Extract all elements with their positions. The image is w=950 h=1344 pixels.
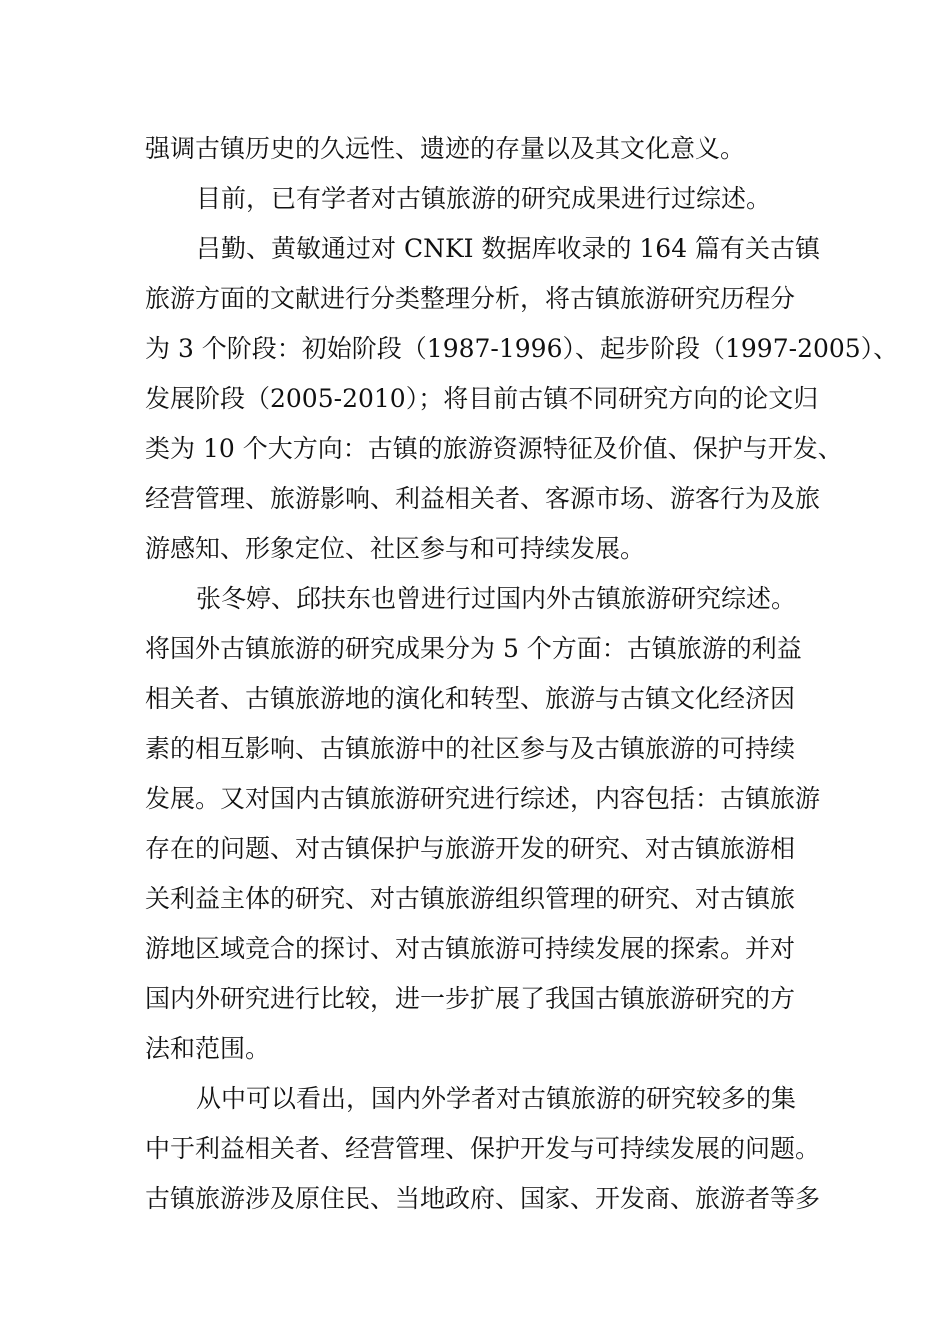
- text-line: 强调古镇历史的久远性、遗迹的存量以及其文化意义。: [145, 134, 746, 163]
- text-line: 游地区域竞合的探讨、对古镇旅游可持续发展的探索。并对: [145, 934, 796, 963]
- text-line: 从中可以看出，国内外学者对古镇旅游的研究较多的集: [196, 1084, 797, 1113]
- text-line: 发展阶段（2005-2010）；将目前古镇不同研究方向的论文归: [145, 384, 819, 413]
- text-line: 游感知、形象定位、社区参与和可持续发展。: [145, 534, 646, 563]
- text-line: 相关者、古镇旅游地的演化和转型、旅游与古镇文化经济因: [145, 684, 796, 713]
- text-line: 类为 10 个大方向：古镇的旅游资源特征及价值、保护与开发、: [145, 434, 843, 463]
- text-line: 将国外古镇旅游的研究成果分为 5 个方面：古镇旅游的利益: [145, 634, 802, 663]
- text-line: 存在的问题、对古镇保护与旅游开发的研究、对古镇旅游相: [145, 834, 796, 863]
- text-line: 素的相互影响、古镇旅游中的社区参与及古镇旅游的可持续: [145, 734, 796, 763]
- text-line: 国内外研究进行比较，进一步扩展了我国古镇旅游研究的方: [145, 984, 796, 1013]
- text-line: 中于利益相关者、经营管理、保护开发与可持续发展的问题。: [145, 1134, 821, 1163]
- text-line: 发展。又对国内古镇旅游研究进行综述，内容包括：古镇旅游: [145, 784, 821, 813]
- text-line: 旅游方面的文献进行分类整理分析，将古镇旅游研究历程分: [145, 284, 796, 313]
- text-line: 吕勤、黄敏通过对 CNKI 数据库收录的 164 篇有关古镇: [196, 234, 821, 263]
- text-line: 古镇旅游涉及原住民、当地政府、国家、开发商、旅游者等多: [145, 1184, 821, 1213]
- text-line: 法和范围。: [145, 1034, 271, 1063]
- text-line: 张冬婷、邱扶东也曾进行过国内外古镇旅游研究综述。: [196, 584, 797, 613]
- text-line: 为 3 个阶段：初始阶段（1987-1996）、起步阶段（1997-2005）、: [145, 334, 899, 363]
- text-line: 目前，已有学者对古镇旅游的研究成果进行过综述。: [196, 184, 772, 213]
- text-line: 关利益主体的研究、对古镇旅游组织管理的研究、对古镇旅: [145, 884, 796, 913]
- text-line: 经营管理、旅游影响、利益相关者、客源市场、游客行为及旅: [145, 484, 821, 513]
